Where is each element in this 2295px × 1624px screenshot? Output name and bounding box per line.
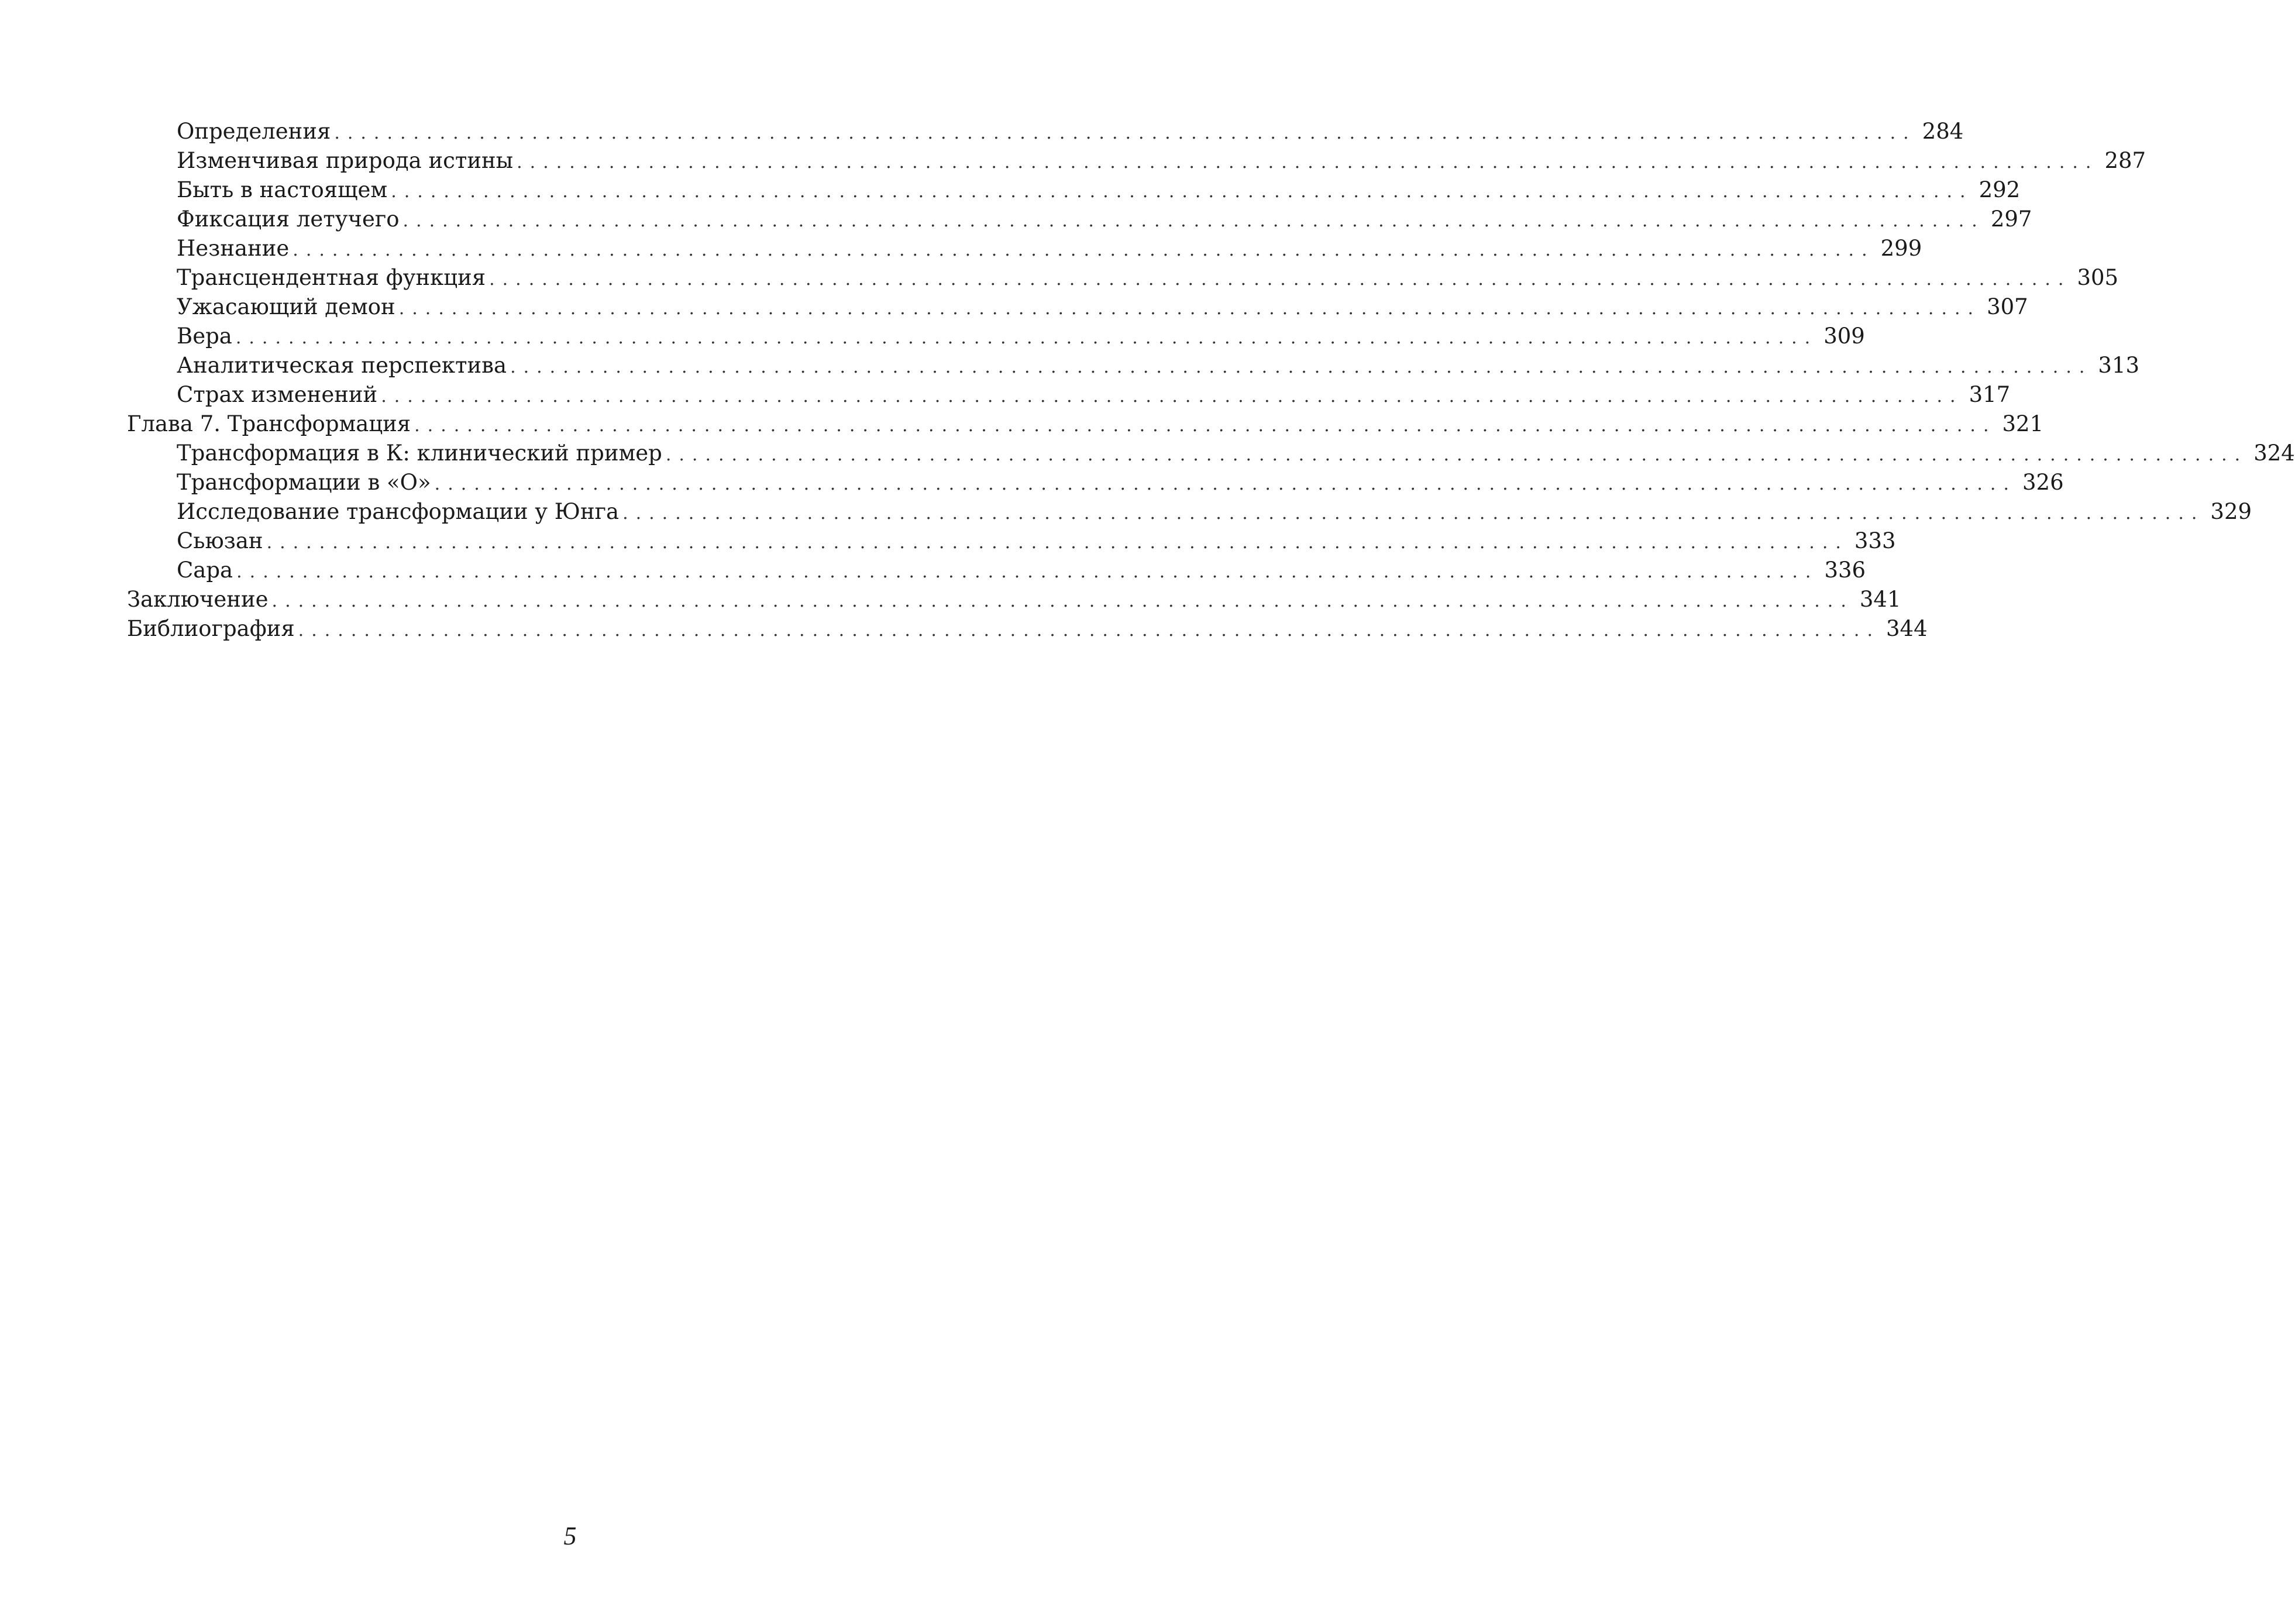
toc-entry-title: Ужасающий демон bbox=[177, 294, 395, 319]
toc-section-entry bbox=[127, 176, 2021, 205]
toc-entry-title: Сара bbox=[177, 558, 233, 583]
toc-chapter-entry bbox=[127, 614, 1928, 644]
toc-entry-title: Сьюзан bbox=[177, 528, 263, 553]
toc-chapter-entry bbox=[127, 410, 2044, 439]
dot-leader: ........................................................................................................................ bbox=[434, 474, 2017, 494]
toc-entry-title: Страх изменений bbox=[177, 382, 378, 407]
toc-section-entry bbox=[127, 322, 1865, 351]
dot-leader: ........................................................................................................................ bbox=[235, 328, 1818, 348]
toc-entry-page: 287 bbox=[2104, 148, 2146, 173]
toc-entry-title: Изменчивая природа истины bbox=[177, 148, 514, 173]
toc-entry-title: Аналитическая перспектива bbox=[177, 353, 507, 378]
dot-leader: ........................................................................................................................ bbox=[489, 269, 2072, 290]
toc-entry-page: 324 bbox=[2253, 441, 2295, 466]
dot-leader: ........................................................................................................................ bbox=[402, 211, 1985, 231]
toc-entry-title: Библиография bbox=[127, 616, 295, 641]
dot-leader: ........................................................................................................................ bbox=[391, 181, 1973, 202]
dot-leader: ........................................................................................................................ bbox=[414, 415, 1997, 436]
toc-entry-page: 313 bbox=[2098, 353, 2140, 378]
table-of-contents bbox=[127, 117, 2295, 644]
toc-entry-page: 297 bbox=[1990, 207, 2032, 232]
toc-section-entry bbox=[127, 468, 2064, 497]
page-number: 5 bbox=[563, 1522, 577, 1550]
dot-leader: ........................................................................................................................ bbox=[517, 152, 2099, 173]
toc-entry-page: 336 bbox=[1824, 558, 1866, 583]
toc-entry-page: 317 bbox=[1969, 382, 2011, 407]
toc-section-entry bbox=[127, 234, 1922, 263]
toc-entry-page: 344 bbox=[1886, 616, 1928, 641]
dot-leader: ........................................................................................................................ bbox=[298, 620, 1881, 641]
dot-leader: ........................................................................................................................ bbox=[236, 562, 1819, 582]
toc-entry-title: Заключение bbox=[127, 587, 269, 612]
toc-entry-page: 321 bbox=[2002, 411, 2044, 436]
dot-leader: ........................................................................................................................ bbox=[510, 357, 2093, 377]
toc-entry-page: 307 bbox=[1987, 294, 2028, 319]
toc-section-entry bbox=[127, 146, 2146, 176]
dot-leader: ........................................................................................................................ bbox=[398, 298, 1981, 319]
toc-section-entry bbox=[127, 439, 2295, 468]
toc-entry-page: 333 bbox=[1854, 528, 1896, 553]
toc-entry-title: Трансформация в К: клинический пример bbox=[177, 441, 662, 466]
toc-section-entry bbox=[127, 497, 2252, 527]
toc-section-entry bbox=[127, 351, 2140, 380]
toc-entry-page: 292 bbox=[1979, 177, 2021, 202]
toc-section-entry bbox=[127, 205, 2032, 234]
toc-entry-page: 329 bbox=[2210, 499, 2252, 524]
toc-entry-page: 305 bbox=[2077, 265, 2119, 290]
toc-entry-title: Исследование трансформации у Юнга bbox=[177, 499, 620, 524]
toc-section-entry bbox=[127, 556, 1866, 585]
dot-leader: ........................................................................................................................ bbox=[293, 240, 1875, 260]
toc-section-entry bbox=[127, 380, 2011, 410]
toc-section-entry bbox=[127, 527, 1896, 556]
dot-leader: ........................................................................................................................ bbox=[381, 386, 1963, 407]
toc-entry-title: Трансцендентная функция bbox=[177, 265, 486, 290]
toc-entry-page: 341 bbox=[1859, 587, 1901, 612]
toc-entry-title: Быть в настоящем bbox=[177, 177, 388, 202]
toc-entry-title: Незнание bbox=[177, 236, 290, 261]
toc-entry-page: 326 bbox=[2022, 470, 2064, 495]
toc-entry-page: 299 bbox=[1880, 236, 1922, 261]
dot-leader: ........................................................................................................................ bbox=[622, 503, 2205, 524]
toc-entry-title: Трансформации в «О» bbox=[177, 470, 431, 495]
dot-leader: ........................................................................................................................ bbox=[665, 445, 2248, 465]
toc-section-entry bbox=[127, 293, 2028, 322]
dot-leader: ........................................................................................................................ bbox=[334, 123, 1916, 143]
toc-entry-page: 284 bbox=[1922, 119, 1964, 144]
toc-chapter-entry bbox=[127, 585, 1901, 614]
toc-section-entry bbox=[127, 263, 2119, 293]
toc-entry-title: Определения bbox=[177, 119, 331, 144]
dot-leader: ........................................................................................................................ bbox=[271, 591, 1854, 611]
toc-entry-page: 309 bbox=[1823, 324, 1865, 349]
toc-entry-title: Вера bbox=[177, 324, 232, 349]
toc-section-entry bbox=[127, 117, 1964, 146]
toc-entry-title: Фиксация летучего bbox=[177, 207, 400, 232]
toc-entry-title: Глава 7. Трансформация bbox=[127, 411, 411, 436]
dot-leader: ........................................................................................................................ bbox=[266, 532, 1849, 553]
